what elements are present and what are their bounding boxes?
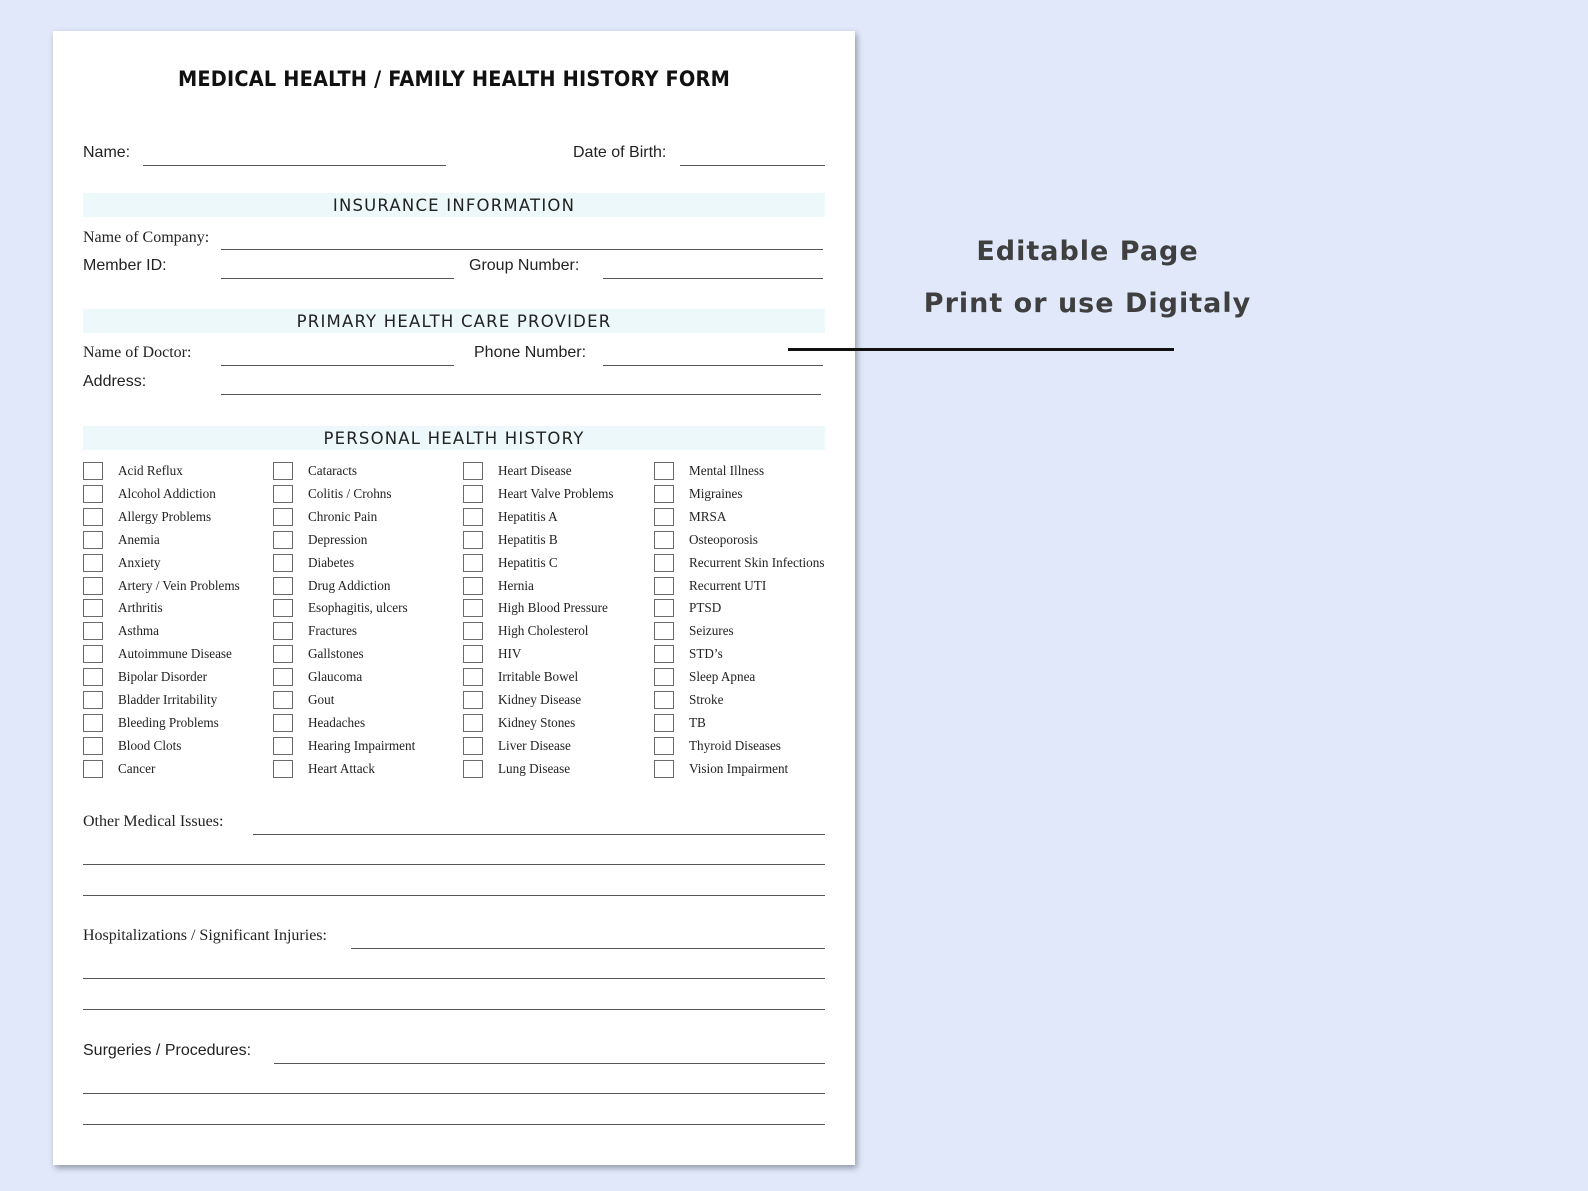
condition-label: Heart Attack (308, 760, 376, 776)
group-number-label: Group Number: (469, 257, 580, 274)
condition-checkbox[interactable] (654, 691, 674, 709)
condition-checkbox[interactable] (83, 714, 103, 732)
condition-label: High Blood Pressure (498, 600, 608, 616)
condition-checkbox[interactable] (463, 554, 483, 572)
company-field[interactable] (221, 249, 823, 250)
provider-heading: PRIMARY HEALTH CARE PROVIDER (296, 312, 612, 331)
condition-checkbox[interactable] (654, 554, 674, 572)
other-issues-line-3[interactable] (83, 895, 825, 896)
condition-checkbox[interactable] (654, 577, 674, 595)
condition-checkbox[interactable] (463, 668, 483, 686)
member-id-field[interactable] (221, 278, 454, 279)
condition-checkbox[interactable] (463, 760, 483, 778)
condition-label: Stroke (689, 692, 724, 707)
pointer-line (788, 348, 1174, 351)
condition-label: Allergy Problems (118, 508, 212, 524)
condition-checkbox[interactable] (83, 622, 103, 640)
print-digital-caption: Print or use Digitaly (923, 288, 1252, 319)
condition-label: HIV (498, 646, 522, 662)
condition-label: Kidney Disease (498, 692, 582, 707)
condition-checkbox[interactable] (273, 714, 293, 732)
condition-label: Blood Clots (118, 737, 182, 753)
condition-label: Irritable Bowel (498, 669, 579, 685)
condition-label: Glaucoma (308, 669, 363, 685)
condition-checkbox[interactable] (654, 714, 674, 732)
condition-label: Kidney Stones (498, 714, 576, 730)
condition-label: Mental Illness (689, 463, 765, 478)
condition-checkbox[interactable] (654, 462, 674, 480)
condition-checkbox[interactable] (654, 737, 674, 755)
condition-checkbox[interactable] (273, 508, 293, 526)
condition-checkbox[interactable] (83, 531, 103, 549)
condition-label: Anemia (118, 531, 160, 547)
condition-checkbox[interactable] (273, 645, 293, 663)
name-field[interactable] (143, 165, 446, 166)
condition-checkbox[interactable] (654, 645, 674, 663)
condition-label: Fractures (308, 623, 358, 639)
dob-field[interactable] (680, 165, 825, 166)
condition-label: Hepatitis C (498, 554, 558, 570)
condition-label: Esophagitis, ulcers (308, 600, 408, 616)
other-issues-label: Other Medical Issues: (83, 813, 224, 830)
condition-checkbox[interactable] (273, 554, 293, 572)
condition-label: Recurrent Skin Infections (689, 554, 825, 570)
surgeries-line-1[interactable] (274, 1063, 825, 1064)
history-heading-band (83, 426, 825, 450)
condition-checkbox[interactable] (654, 668, 674, 686)
condition-checkbox[interactable] (654, 531, 674, 549)
surgeries-label: Surgeries / Procedures: (83, 1042, 252, 1059)
condition-checkbox[interactable] (273, 668, 293, 686)
condition-checkbox[interactable] (654, 622, 674, 640)
condition-label: Hepatitis B (498, 531, 558, 547)
condition-checkbox[interactable] (273, 622, 293, 640)
condition-label: Drug Addiction (308, 577, 391, 593)
condition-checkbox[interactable] (83, 737, 103, 755)
condition-checkbox[interactable] (273, 691, 293, 709)
condition-label: Arthritis (118, 600, 163, 616)
other-issues-line-1[interactable] (253, 834, 825, 835)
condition-label: Acid Reflux (118, 463, 183, 478)
condition-checkbox[interactable] (463, 462, 483, 480)
group-number-field[interactable] (603, 278, 823, 279)
condition-label: STD’s (689, 646, 723, 662)
condition-checkbox[interactable] (273, 531, 293, 549)
phone-field[interactable] (603, 365, 823, 366)
company-label: Name of Company: (83, 229, 210, 246)
insurance-heading-band (83, 193, 825, 217)
condition-label: Cancer (118, 760, 156, 776)
condition-checkbox[interactable] (463, 531, 483, 549)
condition-checkbox[interactable] (463, 691, 483, 709)
condition-checkbox[interactable] (83, 645, 103, 663)
condition-checkbox[interactable] (83, 599, 103, 617)
condition-label: Seizures (689, 623, 734, 639)
surgeries-line-3[interactable] (83, 1124, 825, 1125)
doctor-field[interactable] (221, 365, 454, 366)
condition-checkbox[interactable] (273, 599, 293, 617)
address-label: Address: (83, 373, 147, 390)
condition-label: Hernia (498, 577, 534, 593)
condition-checkbox[interactable] (273, 760, 293, 778)
condition-label: MRSA (689, 508, 727, 524)
condition-checkbox[interactable] (83, 485, 103, 503)
condition-checkbox[interactable] (654, 599, 674, 617)
condition-label: Gout (308, 692, 335, 707)
member-id-label: Member ID: (83, 257, 167, 274)
condition-checkbox[interactable] (83, 462, 103, 480)
condition-label: Asthma (118, 623, 160, 639)
condition-label: Cataracts (308, 463, 358, 478)
condition-label: Vision Impairment (689, 760, 789, 776)
condition-label: Lung Disease (498, 760, 571, 776)
condition-checkbox[interactable] (463, 622, 483, 640)
dob-label: Date of Birth: (573, 144, 667, 161)
hospitalizations-line-3[interactable] (83, 1009, 825, 1010)
condition-label: Artery / Vein Problems (118, 577, 240, 593)
phone-label: Phone Number: (474, 344, 587, 361)
condition-checkbox[interactable] (83, 668, 103, 686)
condition-label: Bleeding Problems (118, 714, 219, 730)
condition-checkbox[interactable] (83, 577, 103, 595)
name-label: Name: (83, 144, 131, 161)
form-title: MEDICAL HEALTH / FAMILY HEALTH HISTORY FORM (177, 67, 731, 91)
condition-checkbox[interactable] (654, 508, 674, 526)
address-field[interactable] (221, 394, 821, 395)
condition-checkbox[interactable] (463, 645, 483, 663)
condition-label: Hepatitis A (498, 508, 558, 524)
condition-label: Diabetes (308, 554, 355, 570)
condition-label: Migraines (689, 485, 743, 501)
doctor-label: Name of Doctor: (83, 344, 192, 361)
condition-checkbox[interactable] (273, 485, 293, 503)
form-page (53, 31, 855, 1165)
condition-checkbox[interactable] (273, 737, 293, 755)
condition-label: TB (689, 714, 706, 730)
condition-label: Chronic Pain (308, 508, 378, 524)
condition-checkbox[interactable] (83, 508, 103, 526)
history-heading: PERSONAL HEALTH HISTORY (323, 429, 585, 448)
condition-checkbox[interactable] (654, 760, 674, 778)
condition-label: Heart Valve Problems (498, 485, 614, 501)
condition-checkbox[interactable] (83, 691, 103, 709)
condition-checkbox[interactable] (463, 508, 483, 526)
insurance-heading: INSURANCE INFORMATION (332, 196, 576, 215)
condition-label: High Cholesterol (498, 623, 589, 639)
condition-label: Depression (308, 531, 368, 547)
condition-label: Bladder Irritability (118, 692, 218, 707)
condition-label: Autoimmune Disease (118, 646, 232, 662)
condition-checkbox[interactable] (654, 485, 674, 503)
condition-checkbox[interactable] (273, 577, 293, 595)
condition-checkbox[interactable] (463, 599, 483, 617)
condition-label: PTSD (689, 600, 722, 616)
condition-checkbox[interactable] (83, 554, 103, 572)
condition-checkbox[interactable] (463, 737, 483, 755)
other-issues-line-2[interactable] (83, 864, 825, 865)
condition-label: Thyroid Diseases (689, 737, 781, 753)
hospitalizations-label: Hospitalizations / Significant Injuries: (83, 927, 327, 944)
condition-label: Liver Disease (498, 737, 571, 753)
condition-label: Osteoporosis (689, 531, 758, 547)
condition-label: Heart Disease (498, 463, 572, 478)
hospitalizations-line-1[interactable] (351, 948, 825, 949)
condition-label: Sleep Apnea (689, 669, 756, 685)
hospitalizations-line-2[interactable] (83, 978, 825, 979)
condition-checkbox[interactable] (463, 485, 483, 503)
condition-label: Anxiety (118, 554, 161, 570)
condition-label: Recurrent UTI (689, 577, 767, 593)
condition-label: Headaches (308, 714, 366, 730)
condition-label: Colitis / Crohns (308, 485, 392, 501)
condition-checkbox[interactable] (273, 462, 293, 480)
condition-label: Alcohol Addiction (118, 485, 216, 501)
editable-page-caption: Editable Page (976, 236, 1199, 267)
surgeries-line-2[interactable] (83, 1093, 825, 1094)
condition-label: Hearing Impairment (308, 737, 416, 753)
provider-heading-band (83, 309, 825, 333)
condition-label: Gallstones (308, 646, 364, 662)
condition-checkbox[interactable] (463, 714, 483, 732)
condition-checkbox[interactable] (83, 760, 103, 778)
condition-label: Bipolar Disorder (118, 669, 207, 685)
condition-checkbox[interactable] (463, 577, 483, 595)
